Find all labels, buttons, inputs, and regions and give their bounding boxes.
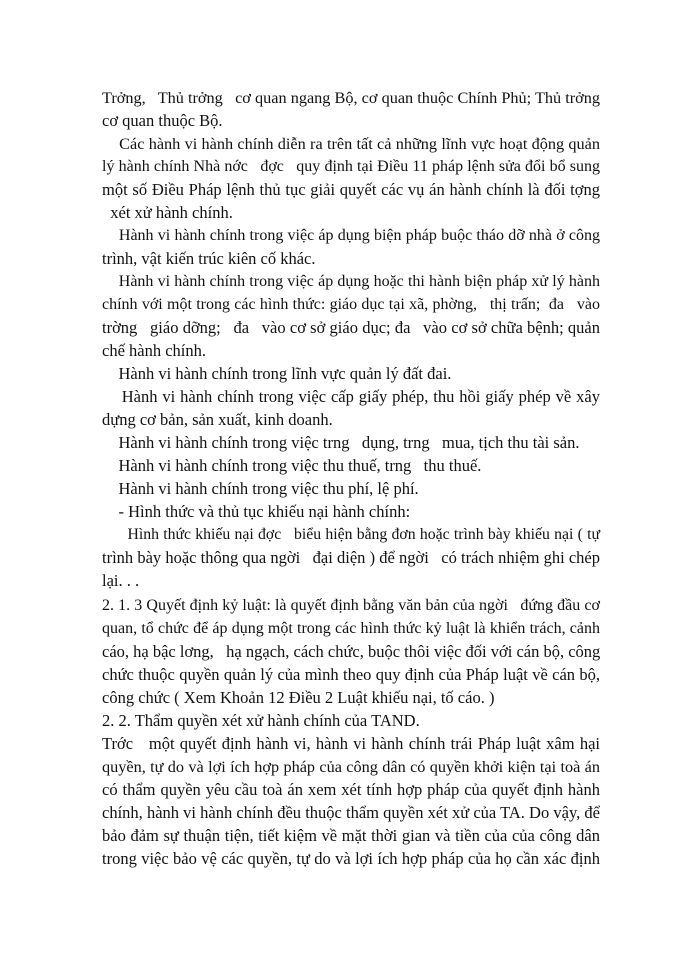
text-line: Hành vi hành chính trong việc trng dụng, trng mua, tịch thu tài sản. [102,433,580,452]
text-line: chính với một trong các hình thức: giáo dục tại xã, phờng, thị trấn; đa vào [102,296,600,313]
text-line: một số Điều Pháp lệnh thủ tục giải quyết các vụ án hành chính là đối tợng [102,180,600,199]
text-line: lý hành chính Nhà nớc đợc quy định tại Điều 11 pháp lệnh sửa đổi bổ sung [102,158,600,175]
text-line: quan, tổ chức để áp dụng một trong các hình thức kỷ luật là khiển trách, cảnh [102,620,600,637]
text-line: - Hình thức và thủ tục khiếu nại hành chính: [102,502,411,521]
text-line: Trớc một quyết định hành vi, hành vi hành chính trái Pháp luật xâm hại [102,734,600,753]
text-line: Hành vi hành chính trong việc áp dụng hoặc thi hành biện pháp xử lý hành [102,273,600,290]
text-line: 2. 1. 3 Quyết định kỷ luật: là quyết định bằng văn bản của ngời đứng đầu cơ [102,597,600,614]
text-line: trong việc bảo vệ các quyền, tự do và lợi ích hợp pháp của họ cần xác định [102,849,600,868]
text-line: cơ quan thuộc Bộ. [102,111,223,130]
text-line: chế hành chính. [102,341,207,360]
text-line: trình, vật kiến trúc kiên cố khác. [102,249,316,268]
section-heading: 2. 2. Thẩm quyền xét xử hành chính của TAND. [102,711,420,730]
text-line: Hành vi hành chính trong lĩnh vực quản lý đất đai. [102,364,452,383]
text-line: Trởng, Thủ trởng cơ quan ngang Bộ, cơ quan thuộc Chính Phủ; Thủ trởng [102,89,600,107]
text-line: Hành vi hành chính trong việc áp dụng biện pháp buộc tháo dỡ nhà ở công [102,227,600,244]
text-line: có thẩm quyền yêu cầu toà án xem xét tính hợp pháp của quyết định hành [102,780,600,799]
text-line: bảo đảm sự thuận tiện, tiết kiệm về mặt thời gian và tiền của của công dân [102,826,600,845]
text-line: lại. . . [102,571,140,590]
text-line: trình bày hoặc thông qua ngời đại diện ) để ngời có trách nhiệm ghi chép [102,548,600,567]
text-line: Các hành vi hành chính diễn ra trên tất cả những lĩnh vực hoạt động quản [102,135,600,153]
text-line: chức thuộc quyền quản lý của mình theo quy định của Pháp luật về cán bộ, [102,665,600,684]
text-line: Hành vi hành chính trong việc thu phí, lệ phí. [102,479,419,498]
text-line: dựng cơ bản, sản xuất, kinh doanh. [102,410,333,429]
text-line: quyền, tự do và lợi ích hợp pháp của công dân có quyền khởi kiện tại toà án [102,758,600,776]
text-line: Hình thức khiếu nại đợc biểu hiện bằng đơn hoặc trình bày khiếu nại ( tự [102,526,600,543]
text-line: cáo, hạ bậc lơng, hạ ngạch, cách chức, buộc thôi việc đối với cán bộ, công [102,642,601,661]
text-line: Hành vi hành chính trong việc thu thuế, trng thu thuế. [102,456,482,475]
text-line: xét xử hành chính. [102,203,233,222]
text-line: Hành vi hành chính trong việc cấp giấy phép, thu hồi giấy phép về xây [102,387,600,406]
text-line: chính, hành vi hành chính đều thuộc thẩm quyền xét xử của TA. Do vậy, để [102,803,600,822]
text-line: trờng giáo dỡng; đa vào cơ sở giáo dục; đa vào cơ sở chữa bệnh; quản [102,318,600,337]
text-line: công chức ( Xem Khoản 12 Điều 2 Luật khiếu nại, tố cáo. ) [102,688,495,707]
